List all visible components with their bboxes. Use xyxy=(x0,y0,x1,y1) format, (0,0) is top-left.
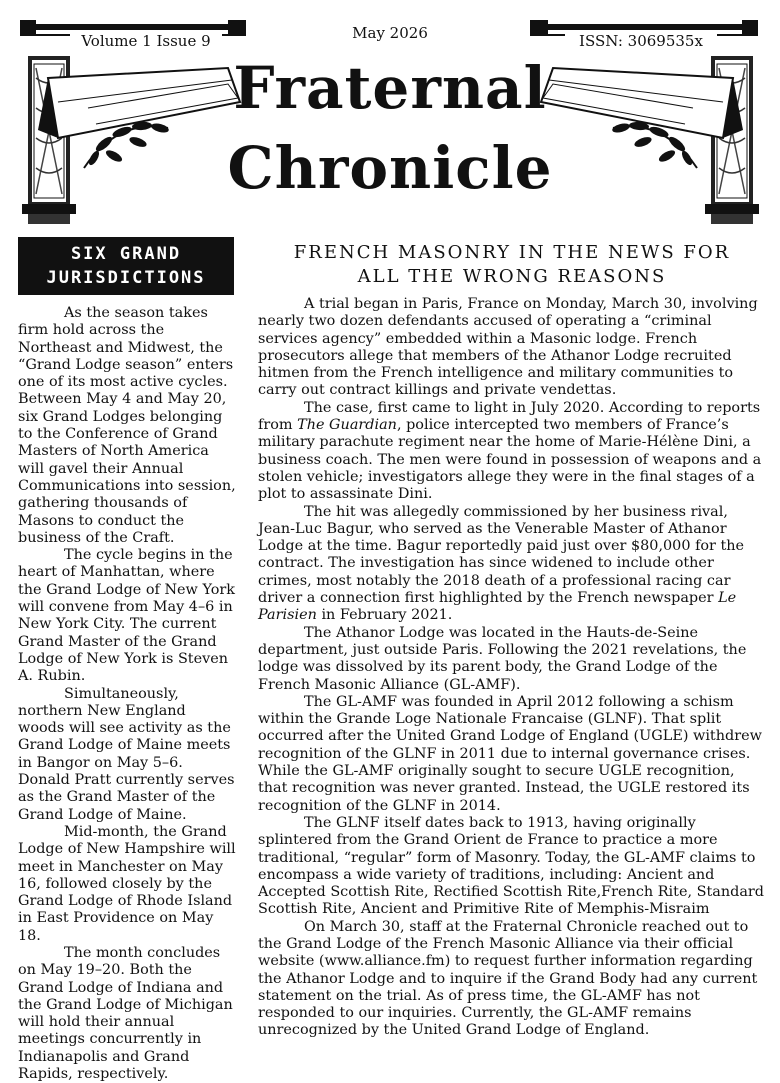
article-text: The case, first came to light in July 2020. According to reports from xyxy=(258,399,761,434)
sidebar-paragraph: The month concludes on May 19–20. Both the Grand Lodge of Indiana and the Grand Lodge of Michigan will hold their annual meetings concurrently in Indianapolis and Grand Rapids, respectively. xyxy=(18,944,233,1083)
sidebar-heading xyxy=(18,237,234,295)
sidebar-paragraph: As the season takes firm hold across the Northeast and Midwest, the “Grand Lodge season” enters one of its most active cycles. Between May 4 and May 20, six Grand Lodges belonging to the Conference of Grand Masters of North America will gavel their Annual Communications into session, gathering thousands of Masons to conduct the business of the Craft. xyxy=(18,305,236,546)
masthead-line-2: Chronicle xyxy=(227,134,553,202)
article-paragraph: A trial began in Paris, France on Monday, March 30, involving nearly two dozen defendants accused of operating a “criminal services agency” embedded within a Masonic lodge. French prosecutors allege that members of the Athanor Lodge recruited hitmen from the French intelligence and military communities to carry out contract killings and private vendettas. xyxy=(258,296,758,399)
source-citation: Le Parisien xyxy=(258,590,737,624)
sidebar-paragraph: The cycle begins in the heart of Manhattan, where the Grand Lodge of New York will convene from May 4–6 in New York City. The current Grand Master of the Grand Lodge of New York is Steven A. Rubin. xyxy=(18,547,235,685)
masthead-title xyxy=(210,48,570,208)
source-citation: The Guardian xyxy=(297,417,397,434)
article-paragraph: The Athanor Lodge was located in the Hauts-de-Seine department, just outside Paris. Following the 2021 revelations, the lodge was dissolved by its parent body, the Grand Lodge of the French Masonic Alliance (GL-AMF). xyxy=(258,624,747,693)
article-paragraph: On March 30, staff at the Fraternal Chronicle reached out to the Grand Lodge of the French Masonic Alliance via their official website (www.alliance.fm) to request further information regarding the Athanor Lodge and to inquire if the Grand Body had any current statement on the trial. As of press time, the GL-AMF has not responded to our inquiries. Currently, the GL-AMF remains unrecognized by the United Grand Lodge of England. xyxy=(258,918,758,1039)
article-body xyxy=(258,296,766,1040)
article-text: , police intercepted two members of France’s military parachute regiment near the home of Marie-Hélène Dini, a business coach. The men were found in possession of weapons and a stolen vehicle; investigators allege they were in the final stages of a plot to assassinate Dini. xyxy=(258,417,762,503)
sidebar-article-body xyxy=(18,305,236,1083)
article-headline-line-1: FRENCH MASONRY IN THE NEWS FOR xyxy=(293,242,731,263)
sidebar-paragraph: Simultaneously, northern New England woods will see activity as the Grand Lodge of Maine meets in Bangor on May 5–6. Donald Pratt currently serves as the Grand Master of the Grand Lodge of Maine. xyxy=(18,685,235,823)
sidebar-heading-line-1: SIX GRAND xyxy=(70,244,182,264)
article-paragraph: The GL-AMF was founded in April 2012 following a schism within the Grande Loge Nationale Francaise (GLNF). That split occurred after the United Grand Lodge of England (UGLE) withdrew recognition of the GLNF in 2011 due to internal governance crises. While the GL-AMF originally sought to secure UGLE recognition, that recognition was never granted. Instead, the UGLE restored its recognition of the GLNF in 2014. xyxy=(258,693,762,814)
article-text: in February 2021. xyxy=(316,607,453,624)
article-text: The hit was allegedly commissioned by her business rival, Jean-Luc Bagur, who served as the Venerable Master of Athanor Lodge at the time. Bagur reportedly paid just over $80,000 for the contract. The investigation has since widened to include other crimes, most notably the 2018 death of a professional racing car driver a connection first highlighted by the French newspaper xyxy=(258,503,745,607)
issn-number: ISSN: 3069535x xyxy=(565,30,717,52)
sidebar-heading-line-2: JURISDICTIONS xyxy=(46,268,206,288)
sidebar-paragraph: Mid-month, the Grand Lodge of New Hampshire will meet in Manchester on May 16, followed closely by the Grand Lodge of Rhode Island in East Providence on May 18. xyxy=(18,823,236,944)
volume-issue: Volume 1 Issue 9 xyxy=(70,30,222,52)
article-paragraph: The GLNF itself dates back to 1913, having originally splintered from the Grand Orient de France to practice a more traditional, “regular” form of Masonry. Today, the GL-AMF claims to encompass a wide variety of traditions, including: Ancient and Accepted Scottish Rite, Rectified Scottish Rite,French Rite, Standard Scottish Rite, Ancient and Primitive Rite of Memphis-Misraim xyxy=(258,814,764,918)
article-headline xyxy=(258,241,766,289)
masthead-line-1: Fraternal xyxy=(233,54,547,122)
article-headline-line-2: ALL THE WRONG REASONS xyxy=(357,266,667,287)
article-paragraph xyxy=(258,400,766,504)
article-paragraph xyxy=(258,504,766,625)
issue-date: May 2026 xyxy=(352,24,428,42)
